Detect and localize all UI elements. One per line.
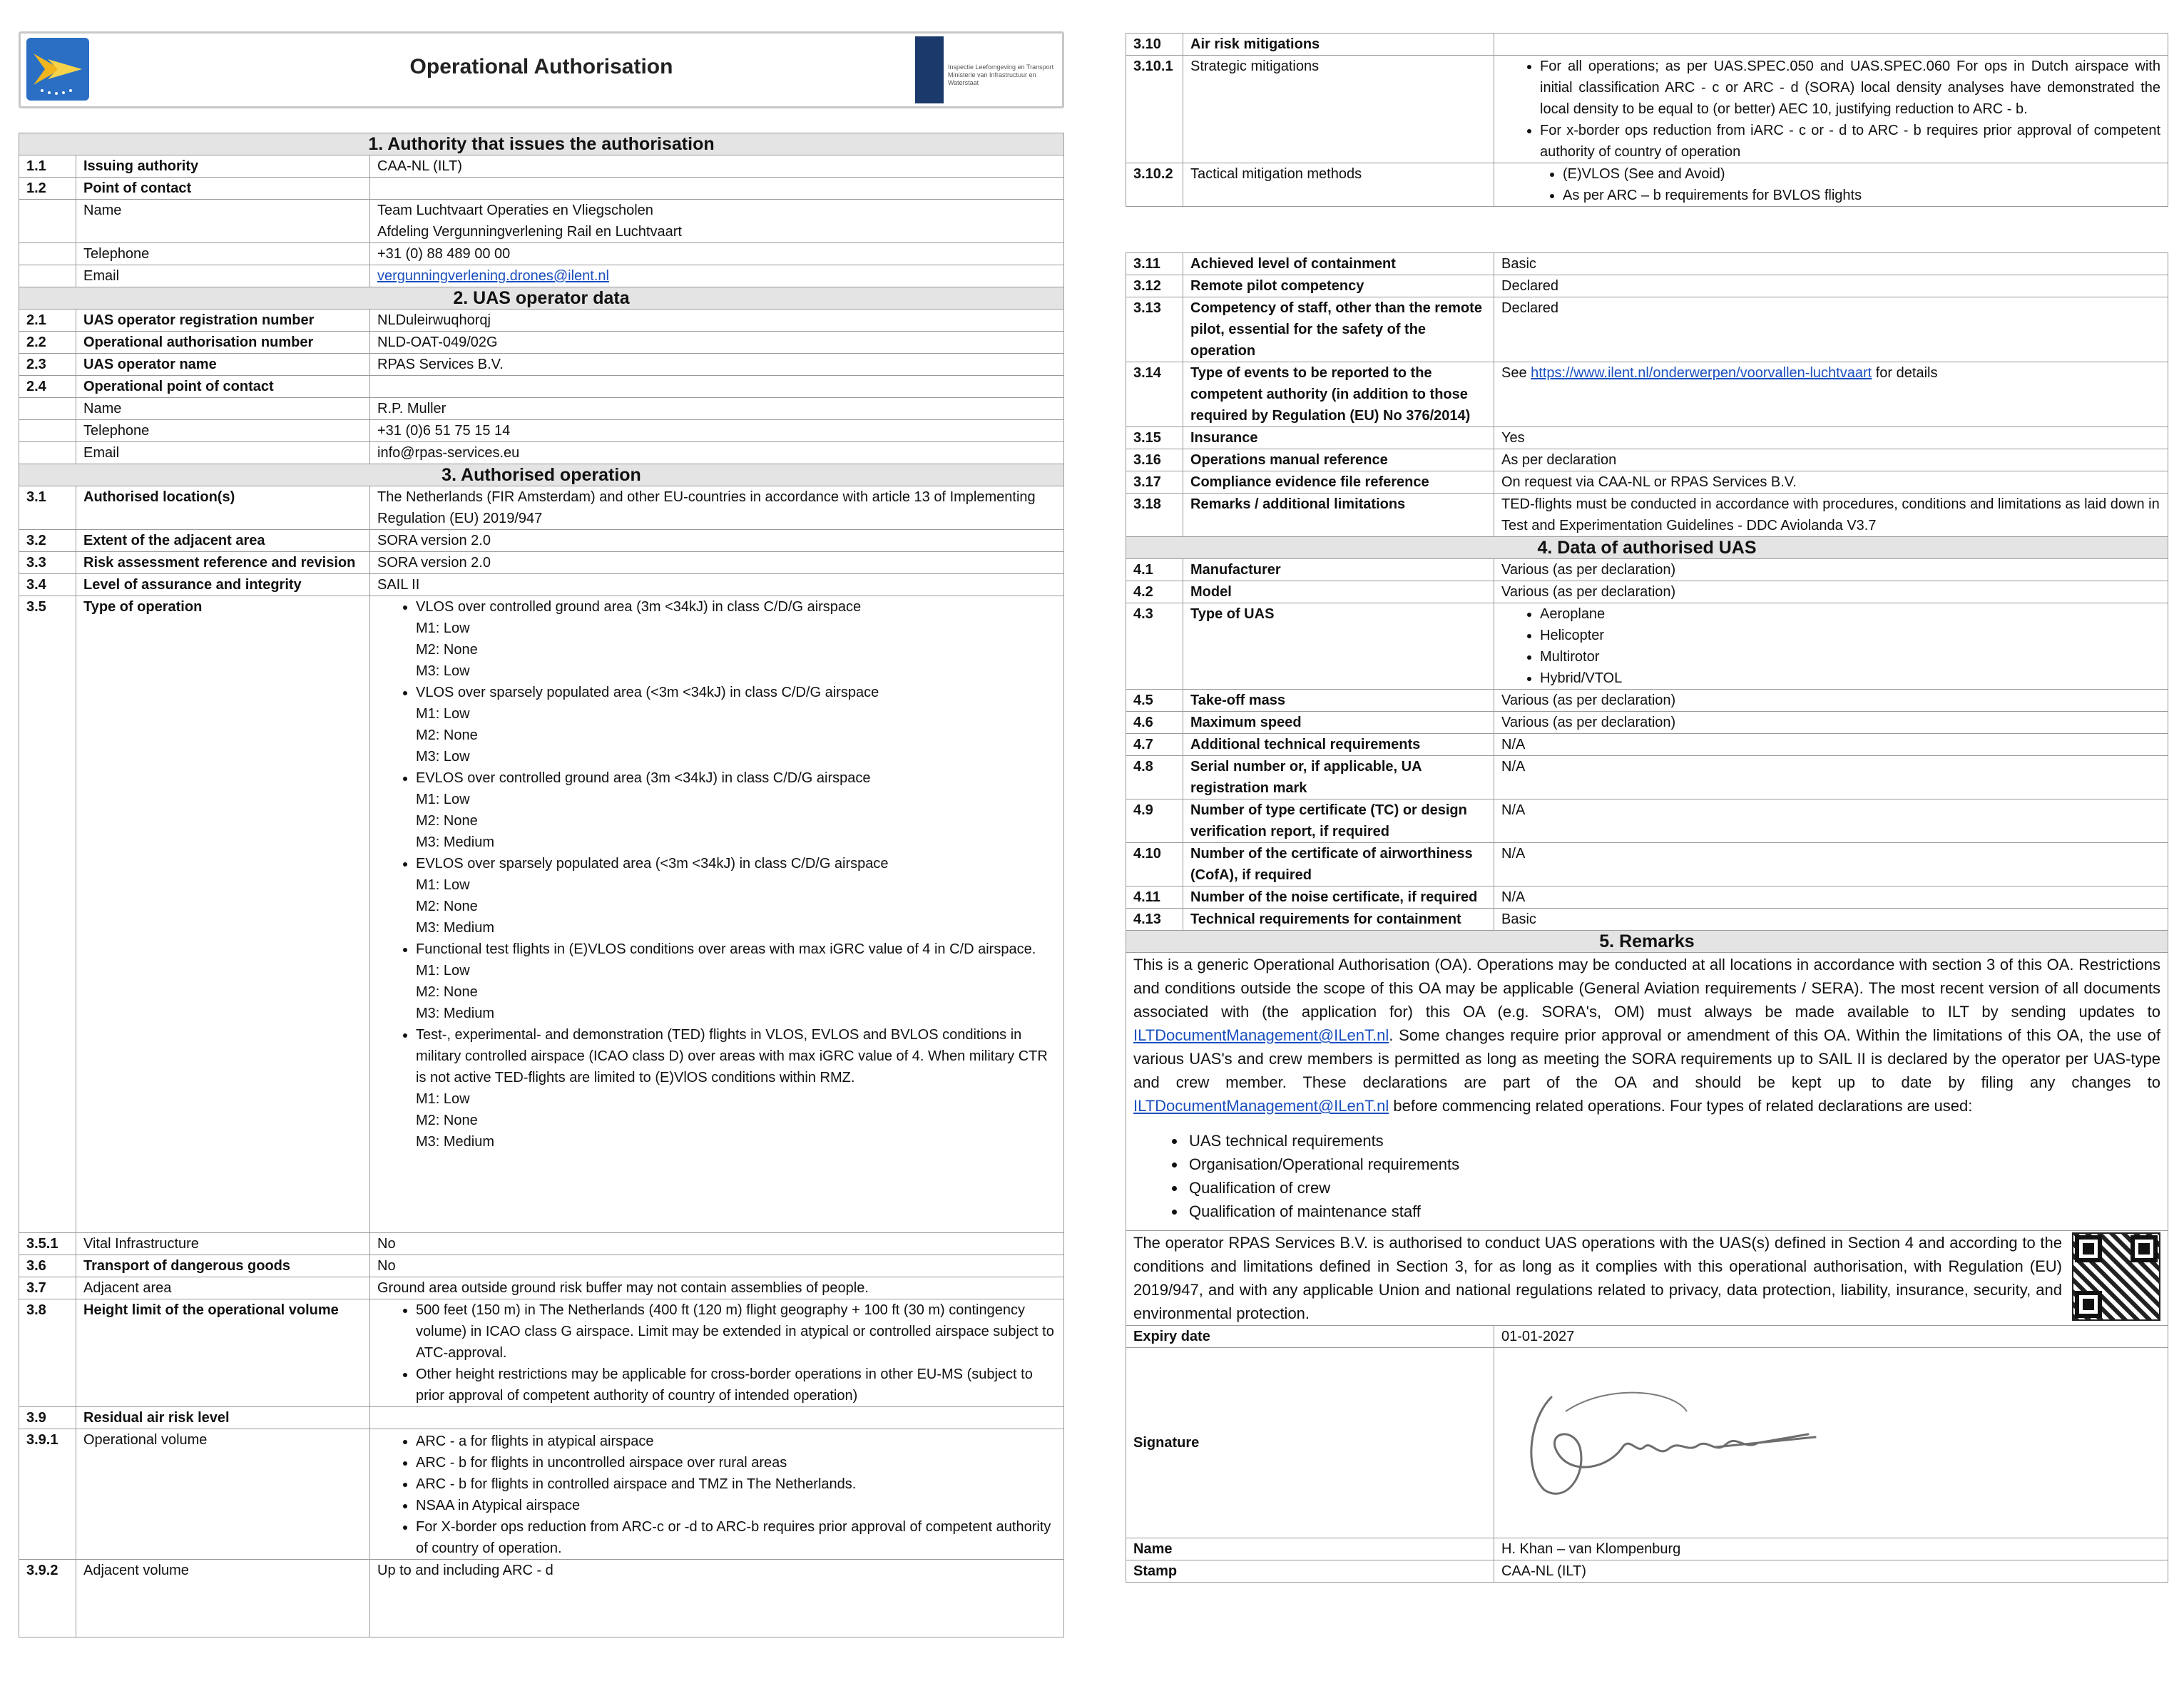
row-number: 3.10.1 [1126,56,1183,163]
row-value [370,376,1064,398]
row-number: 3.7 [19,1277,76,1299]
row-value: Various (as per declaration) [1494,712,2168,734]
section-1-header [19,133,1064,155]
section-5-header [1126,931,2168,953]
section-1-title: 1. Authority that issues the authorisation [19,133,1064,155]
item-m2: M2: None [416,1113,478,1128]
row-number: 3.13 [1126,297,1183,362]
row-4-7 [1126,734,2168,756]
list-item: • UAS technical requirements [1186,1129,2160,1153]
remarks-paragraph-b: . Some changes require prior approval or amendment of this OA. Within the limitations of this OA, the use of various UAS's and crew members is permitted as long as meeting the SORA requirements up to SAIL II is declared by the operator per UAS-type and crew member. These declarations are part of the OA and should be kept up to date by filing any changes to [1133,1026,2160,1091]
events-suffix: for details [1875,365,1938,381]
row-3-5 [19,596,1064,1233]
row-label: Operations manual reference [1183,449,1494,471]
row-expiry [1126,1326,2168,1348]
row-number: 3.16 [1126,449,1183,471]
ilt-logo-bar [915,36,944,103]
row-value: Basic [1494,909,2168,931]
row-label: UAS operator name [76,354,370,376]
row-value: Yes [1494,427,2168,449]
list-item: • Hybrid/VTOL [1540,668,2160,689]
row-number: 2.1 [19,310,76,332]
row-number [19,200,76,243]
row-number: 3.9 [19,1407,76,1429]
list-item [416,767,1056,853]
row-value [1494,362,2168,427]
row-3-18 [1126,494,2168,537]
row-number: 3.4 [19,574,76,596]
row-4-11 [1126,887,2168,909]
row-number: 3.2 [19,530,76,552]
row-value [1494,163,2168,207]
list-item: • For X-border ops reduction from ARC-c or -d to ARC-b requires prior approval of competent authority of country of operation. [416,1516,1056,1559]
section-5-title: 5. Remarks [1126,931,2168,953]
qr-finder-bottom-left [2075,1291,2102,1318]
right-form-table [1126,252,2168,1583]
row-3-10-2 [1126,163,2168,207]
events-link[interactable]: https://www.ilent.nl/onderwerpen/voorvallen-luchtvaart [1531,365,1872,381]
item-text: EVLOS over sparsely populated area (<3m <34kJ) in class C/D/G airspace [416,856,889,872]
row-number: 4.1 [1126,559,1183,581]
row-value: Declared [1494,275,2168,297]
row-value [1494,603,2168,690]
item-m1: M1: Low [416,877,470,893]
row-value: +31 (0) 88 489 00 00 [370,243,1064,265]
item-text: VLOS over controlled ground area (3m <34kJ) in class C/D/G airspace [416,599,862,615]
document-management-email-link-2[interactable]: ILTDocumentManagement@ILenT.nl [1133,1097,1389,1115]
row-value [370,596,1064,1233]
row-value [1494,34,2168,56]
height-limit-list [377,1299,1056,1406]
row-value: SORA version 2.0 [370,552,1064,574]
row-3-1 [19,486,1064,530]
row-label: Name [76,398,370,420]
row-4-1 [1126,559,2168,581]
list-item [416,596,1056,682]
list-item: • For all operations; as per UAS.SPEC.050 and UAS.SPEC.060 For ops in Dutch airspace with initial classification ARC - c or ARC - d (SORA) local density analyses have demonstrated the local density to be equal to (or better) AEC 10, justifying reduction to ARC - b. [1540,56,2160,120]
row-number: 3.12 [1126,275,1183,297]
row-number: 1.1 [19,155,76,178]
section-4-title: 4. Data of authorised UAS [1126,537,2168,559]
row-label: Email [76,442,370,464]
item-m2: M2: None [416,899,478,914]
row-label: Risk assessment reference and revision [76,552,370,574]
item-m1: M1: Low [416,963,470,979]
item-m3: M3: Low [416,749,470,765]
row-signature [1126,1348,2168,1538]
row-label: Extent of the adjacent area [76,530,370,552]
list-item: • Other height restrictions may be applicable for cross-border operations in other EU-MS (subject to prior approval of competent authority of country of intended operation) [416,1364,1056,1406]
row-value: Various (as per declaration) [1494,581,2168,603]
row-label: Take-off mass [1183,690,1494,712]
authorisation-statement-row [1126,1231,2168,1326]
section-3-title: 3. Authorised operation [19,464,1064,486]
row-label: Maximum speed [1183,712,1494,734]
ilt-logo-text [948,63,1058,87]
row-value: Various (as per declaration) [1494,559,2168,581]
remarks-paragraph-a: This is a generic Operational Authorisation (OA). Operations may be conducted at all locations in accordance with section 3 of this OA. Restrictions and conditions outside the scope of this OA may be applicable (General Aviation requirements / SERA). The most recent version of all documents associated with (the application for) this OA (e.g. SORA's, OM) must always be made available to ILT by sending updates to [1133,956,2160,1021]
row-3-10 [1126,34,2168,56]
row-number: 4.6 [1126,712,1183,734]
row-label: Adjacent area [76,1277,370,1299]
row-label: Competency of staff, other than the remote pilot, essential for the safety of the operation [1183,297,1494,362]
row-4-8 [1126,756,2168,799]
row-number: 3.1 [19,486,76,530]
row-value: Ground area outside ground risk buffer may not contain assemblies of people. [370,1277,1064,1299]
item-m2: M2: None [416,984,478,1000]
row-number: 3.11 [1126,253,1183,275]
row-1-name [19,200,1064,243]
row-label: Model [1183,581,1494,603]
row-number [19,442,76,464]
row-number: 4.5 [1126,690,1183,712]
row-value: N/A [1494,887,2168,909]
item-m3: M3: Low [416,663,470,679]
contact-department: Afdeling Vergunningverlening Rail en Luchtvaart [377,224,682,240]
ilt-logo [915,36,1058,103]
list-item: • Qualification of maintenance staff [1186,1200,2160,1223]
contact-team: Team Luchtvaart Operaties en Vliegscholen [377,203,653,218]
signature-label: Signature [1126,1348,1494,1538]
item-m1: M1: Low [416,1091,470,1107]
qr-finder-top-right [2131,1235,2158,1262]
row-label: Remarks / additional limitations [1183,494,1494,537]
row-number: 2.3 [19,354,76,376]
row-number: 1.2 [19,178,76,200]
authority-email-link[interactable]: vergunningverlening.drones@ilent.nl [377,268,609,284]
row-3-7 [19,1277,1064,1299]
row-value [370,265,1064,287]
row-value: Declared [1494,297,2168,362]
row-number: 3.14 [1126,362,1183,427]
row-value: As per declaration [1494,449,2168,471]
row-number: 3.17 [1126,471,1183,494]
row-label: Residual air risk level [76,1407,370,1429]
row-value: N/A [1494,756,2168,799]
row-value: SAIL II [370,574,1064,596]
row-number: 3.5.1 [19,1233,76,1255]
list-item: • Organisation/Operational requirements [1186,1153,2160,1176]
list-item: • ARC - b for flights in uncontrolled airspace over rural areas [416,1452,1056,1473]
row-label: Insurance [1183,427,1494,449]
item-m1: M1: Low [416,620,470,636]
row-3-14 [1126,362,2168,427]
remarks-text [1126,953,2168,1231]
statement-text: The operator RPAS Services B.V. is authorised to conduct UAS operations with the UAS(s) defined in Section 4 and according to the conditions and limitations defined in Section 3, for as long as it complies with this operational authorisation, with Regulation (EU) 2019/947, and with any applicable Union and national regulations related to privacy, data protection, liability, insurance, security, and environmental protection. [1133,1234,2062,1322]
row-label: Authorised location(s) [76,486,370,530]
remarks-row [1126,953,2168,1231]
row-number: 3.10 [1126,34,1183,56]
row-label: Transport of dangerous goods [76,1255,370,1277]
row-2-2 [19,332,1064,354]
document-title: Operational Authorisation [409,55,673,78]
table-gap [1126,207,2168,252]
row-label: Type of UAS [1183,603,1494,690]
row-number: 3.8 [19,1299,76,1407]
row-number: 3.15 [1126,427,1183,449]
row-label: Number of the noise certificate, if required [1183,887,1494,909]
air-risk-table [1126,33,2168,207]
item-m3: M3: Medium [416,834,495,850]
row-2-4 [19,376,1064,398]
row-value: CAA-NL (ILT) [370,155,1064,178]
row-value [1494,56,2168,163]
row-value: R.P. Muller [370,398,1064,420]
stamp-value: CAA-NL (ILT) [1494,1560,2168,1583]
operational-volume-list [377,1431,1056,1559]
item-m3: M3: Medium [416,1006,495,1021]
row-label: Email [76,265,370,287]
row-label: Adjacent volume [76,1560,370,1637]
section-2-header [19,287,1064,310]
row-value: N/A [1494,734,2168,756]
row-label: Serial number or, if applicable, UA registration mark [1183,756,1494,799]
row-value: On request via CAA-NL or RPAS Services B.V. [1494,471,2168,494]
row-1-telephone [19,243,1064,265]
events-prefix: See [1501,365,1527,381]
list-item [416,682,1056,767]
row-value: NLDuleirwuqhorqj [370,310,1064,332]
row-number: 4.9 [1126,799,1183,843]
ilt-logo-line1: Inspectie Leefomgeving en Transport [948,63,1054,71]
row-value: +31 (0)6 51 75 15 14 [370,420,1064,442]
row-value: info@rpas-services.eu [370,442,1064,464]
row-value: TED-flights must be conducted in accordance with procedures, conditions and limitations as laid down in Test and Experimentation Guidelines - DDC Aviolanda V3.7 [1494,494,2168,537]
row-4-2 [1126,581,2168,603]
row-label: Height limit of the operational volume [76,1299,370,1407]
row-number: 4.7 [1126,734,1183,756]
row-value: Up to and including ARC - d [370,1560,1064,1637]
row-label: Type of operation [76,596,370,1233]
list-item [416,939,1056,1024]
list-item: • Qualification of crew [1186,1176,2160,1200]
row-4-13 [1126,909,2168,931]
row-3-9-1 [19,1429,1064,1560]
item-m1: M1: Low [416,706,470,722]
row-1-1 [19,155,1064,178]
row-value [370,178,1064,200]
operation-type-list [377,596,1056,1153]
row-value: N/A [1494,843,2168,887]
row-label: Telephone [76,243,370,265]
row-value [370,200,1064,243]
row-label: Level of assurance and integrity [76,574,370,596]
row-label: Issuing authority [76,155,370,178]
list-item [416,1024,1056,1153]
row-number [19,265,76,287]
list-item: • ARC - a for flights in atypical airspace [416,1431,1056,1452]
row-3-13 [1126,297,2168,362]
row-value: N/A [1494,799,2168,843]
row-number: 2.2 [19,332,76,354]
section-3-header [19,464,1064,486]
document-header [19,31,1064,108]
row-3-16 [1126,449,2168,471]
row-label: Tactical mitigation methods [1183,163,1494,207]
row-value: NLD-OAT-049/02G [370,332,1064,354]
qr-code-icon [2072,1232,2160,1321]
name-label: Name [1126,1538,1494,1560]
row-label: Technical requirements for containment [1183,909,1494,931]
row-4-3 [1126,603,2168,690]
row-label: UAS operator registration number [76,310,370,332]
list-item: • NSAA in Atypical airspace [416,1495,1056,1516]
item-text: VLOS over sparsely populated area (<3m <34kJ) in class C/D/G airspace [416,685,879,700]
row-label: Remote pilot competency [1183,275,1494,297]
list-item: • For x-border ops reduction from iARC - c or - d to ARC - b requires prior approval of competent authority of country of operation [1540,120,2160,163]
item-text: Test-, experimental- and demonstration (TED) flights in VLOS, EVLOS and BVLOS conditions in military controlled airspace (ICAO class D) over areas with max iGRC value of 4. When military CTR is not active TED-flights are limited to (E)VlOS conditions within RMZ. [416,1027,1048,1085]
row-number: 2.4 [19,376,76,398]
row-label: Compliance evidence file reference [1183,471,1494,494]
row-number: 4.3 [1126,603,1183,690]
row-number: 3.9.2 [19,1560,76,1637]
row-3-9-2 [19,1560,1064,1637]
row-number: 4.2 [1126,581,1183,603]
item-m2: M2: None [416,642,478,658]
row-label: Operational authorisation number [76,332,370,354]
signature-cell [1494,1348,2168,1538]
list-item: • 500 feet (150 m) in The Netherlands (400 ft (120 m) flight geography + 100 ft (30 m) contingency volume) in ICAO class G airspace. Limit may be extended in atypical or controlled airspace subject to ATC-approval. [416,1299,1056,1364]
row-value: Basic [1494,253,2168,275]
row-name [1126,1538,2168,1560]
row-3-8 [19,1299,1064,1407]
row-3-3 [19,552,1064,574]
list-item: • Helicopter [1540,625,2160,646]
row-value: No [370,1255,1064,1277]
row-value [370,1429,1064,1560]
row-number [19,420,76,442]
document-management-email-link[interactable]: ILTDocumentManagement@ILenT.nl [1133,1026,1389,1044]
list-item: • (E)VLOS (See and Avoid) [1563,163,2160,185]
row-label: Operational point of contact [76,376,370,398]
row-2-telephone [19,420,1064,442]
row-3-9 [19,1407,1064,1429]
row-number: 3.18 [1126,494,1183,537]
row-label: Air risk mitigations [1183,34,1494,56]
row-label: Point of contact [76,178,370,200]
tactical-mitigation-list [1501,163,2160,206]
row-3-10-1 [1126,56,2168,163]
row-4-5 [1126,690,2168,712]
row-label: Vital Infrastructure [76,1233,370,1255]
row-label: Type of events to be reported to the competent authority (in addition to those required by Regulation (EU) No 376/2014) [1183,362,1494,427]
row-value: RPAS Services B.V. [370,354,1064,376]
row-number: 3.6 [19,1255,76,1277]
ilt-logo-line2: Ministerie van Infrastructuur en Waterstaat [948,71,1036,86]
row-number: 4.8 [1126,756,1183,799]
item-m3: M3: Medium [416,1134,495,1150]
item-m2: M2: None [416,727,478,743]
signature-image [1501,1369,1830,1511]
name-value: H. Khan – van Klompenburg [1494,1538,2168,1560]
row-2-1 [19,310,1064,332]
row-3-11 [1126,253,2168,275]
row-3-15 [1126,427,2168,449]
row-value: Various (as per declaration) [1494,690,2168,712]
remarks-paragraph-c: before commencing related operations. Four types of related declarations are used: [1393,1097,1973,1115]
row-4-10 [1126,843,2168,887]
row-2-email [19,442,1064,464]
list-item: • As per ARC – b requirements for BVLOS flights [1563,185,2160,206]
row-3-12 [1126,275,2168,297]
row-number: 3.9.1 [19,1429,76,1560]
section-2-title: 2. UAS operator data [19,287,1064,310]
list-item: • Aeroplane [1540,603,2160,625]
row-label: Manufacturer [1183,559,1494,581]
declaration-list [1133,1129,2160,1223]
row-label: Operational volume [76,1429,370,1560]
row-2-3 [19,354,1064,376]
row-number: 3.3 [19,552,76,574]
row-number: 4.11 [1126,887,1183,909]
row-value [370,1299,1064,1407]
expiry-value: 01-01-2027 [1494,1326,2168,1348]
row-3-2 [19,530,1064,552]
stamp-label: Stamp [1126,1560,1494,1583]
item-m1: M1: Low [416,792,470,807]
authorisation-statement [1126,1231,2168,1326]
list-item: • ARC - b for flights in controlled airspace and TMZ in The Netherlands. [416,1473,1056,1495]
row-3-4 [19,574,1064,596]
row-number: 4.10 [1126,843,1183,887]
list-item [416,853,1056,939]
right-page [1126,0,2168,1583]
section-4-header [1126,537,2168,559]
strategic-mitigation-list [1501,56,2160,163]
row-value [370,1407,1064,1429]
row-label: Strategic mitigations [1183,56,1494,163]
row-number: 4.13 [1126,909,1183,931]
row-label: Name [76,200,370,243]
row-number: 3.10.2 [1126,163,1183,207]
row-label: Achieved level of containment [1183,253,1494,275]
row-3-6 [19,1255,1064,1277]
row-4-9 [1126,799,2168,843]
row-number [19,398,76,420]
expiry-label: Expiry date [1126,1326,1494,1348]
row-3-5-1 [19,1233,1064,1255]
item-text: Functional test flights in (E)VLOS conditions over areas with max iGRC value of 4 in C/D airspace. [416,941,1036,957]
row-number [19,243,76,265]
row-label: Telephone [76,420,370,442]
row-label: Number of type certificate (TC) or design verification report, if required [1183,799,1494,843]
row-value: No [370,1233,1064,1255]
row-3-17 [1126,471,2168,494]
item-m2: M2: None [416,813,478,829]
item-text: EVLOS over controlled ground area (3m <34kJ) in class C/D/G airspace [416,770,871,786]
row-1-email [19,265,1064,287]
list-item: • Multirotor [1540,646,2160,668]
row-value: SORA version 2.0 [370,530,1064,552]
left-form-table [19,133,1064,1637]
item-m3: M3: Medium [416,920,495,936]
qr-finder-top-left [2075,1235,2102,1262]
row-number: 3.5 [19,596,76,1233]
row-2-name [19,398,1064,420]
left-page [19,0,1064,1637]
row-1-2 [19,178,1064,200]
uas-type-list [1501,603,2160,689]
row-value: The Netherlands (FIR Amsterdam) and other EU-countries in accordance with article 13 of Implementing Regulation (EU) 2019/947 [370,486,1064,530]
row-stamp [1126,1560,2168,1583]
row-label: Number of the certificate of airworthiness (CofA), if required [1183,843,1494,887]
row-label: Additional technical requirements [1183,734,1494,756]
row-4-6 [1126,712,2168,734]
